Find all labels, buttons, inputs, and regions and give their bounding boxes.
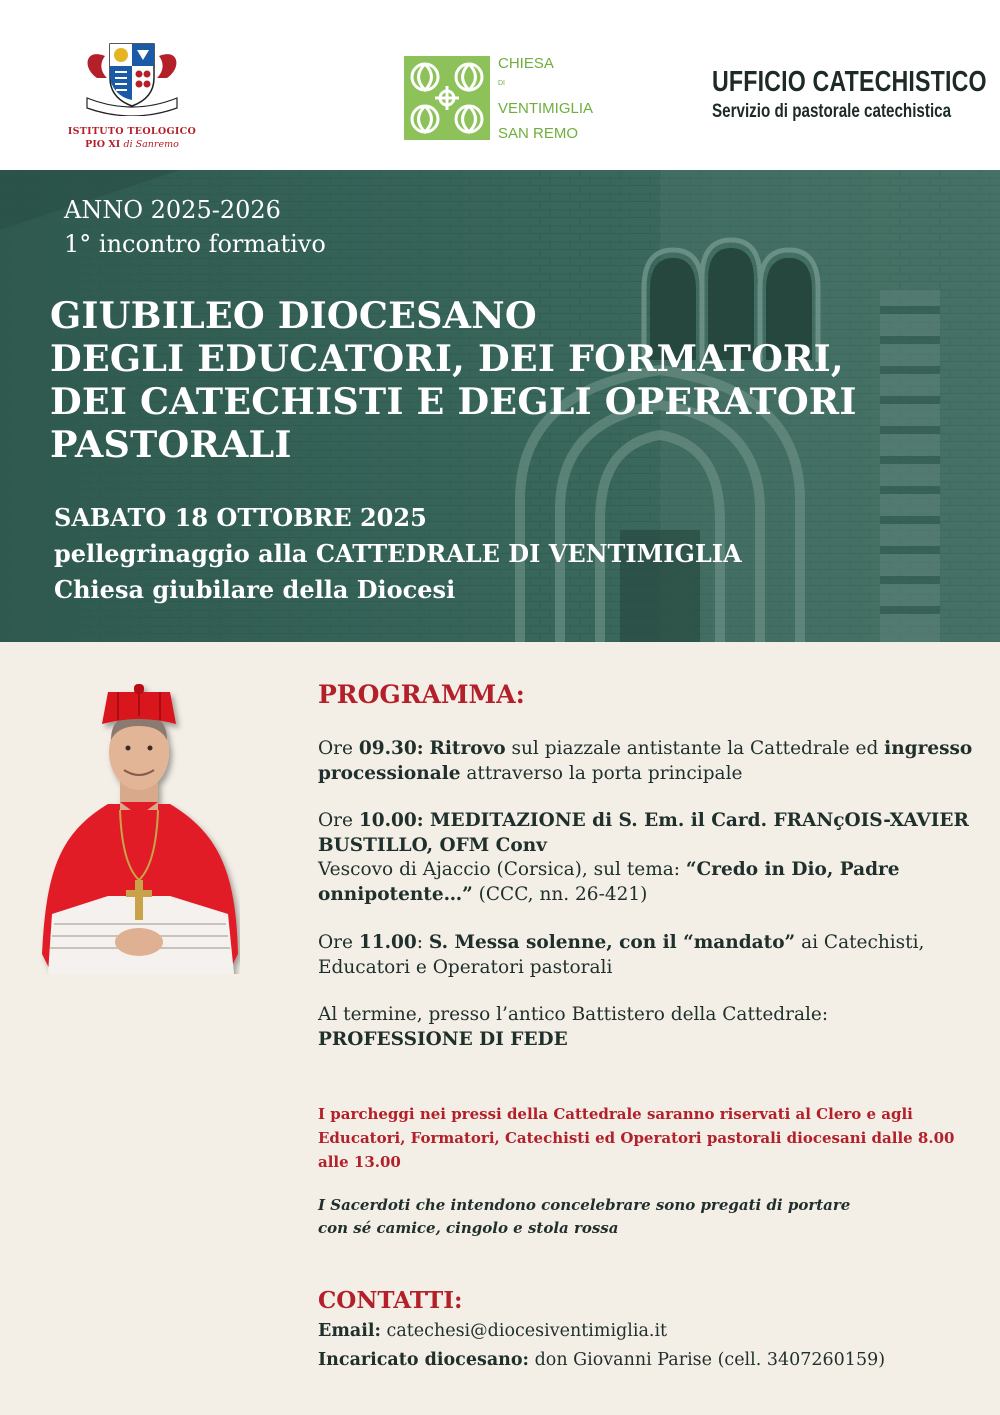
item-bold: “Credo in Dio, Padre onnipotente…” xyxy=(318,859,900,905)
programma-item-1100 xyxy=(318,931,983,980)
contatti-email xyxy=(318,1321,667,1341)
anno-label: ANNO 2025-2026 xyxy=(64,196,281,224)
item-prefix: Ore xyxy=(318,810,359,831)
event-pellegrinaggio: pellegrinaggio alla CATTEDRALE DI VENTIMIGLIA xyxy=(54,539,742,568)
item-text: sul piazzale antistante la Cattedrale ed xyxy=(505,738,885,759)
istituto-name: ISTITUTO TEOLOGICO xyxy=(67,126,197,137)
programma-item-professione xyxy=(318,1003,983,1052)
hero-text xyxy=(0,170,1000,642)
ufficio-title: UFFICIO CATECHISTICO xyxy=(712,66,987,98)
item-text: attraverso la porta principale xyxy=(460,762,743,784)
incontro-label: 1° incontro formativo xyxy=(64,230,326,258)
chiesa-ventimiglia-logo xyxy=(404,56,644,142)
parcheggi-notice: I parcheggi nei pressi della Cattedrale saranno riservati al Clero e agli Educatori, Formatori, Catechisti ed Operatori pastorali diocesani dalle 8.00 alle 13.00 xyxy=(318,1105,955,1171)
event-chiesa-giubilare: Chiesa giubilare della Diocesi xyxy=(54,575,456,604)
event-title xyxy=(50,294,857,466)
header xyxy=(0,0,1000,170)
sacerdoti-line: I Sacerdoti che intendono concelebrare sono pregati di portare xyxy=(318,1196,851,1214)
event-date: SABATO 18 OTTOBRE 2025 xyxy=(54,503,427,532)
chiesa-line-sanremo: SAN REMO xyxy=(498,125,579,142)
incaricato-label: Incaricato diocesano: xyxy=(318,1350,530,1370)
sacerdoti-notice xyxy=(318,1194,988,1239)
programma-item-1000 xyxy=(318,809,983,907)
incaricato-value: don Giovanni Parise (cell. 3407260159) xyxy=(529,1350,886,1370)
cardinal-photo xyxy=(38,684,240,974)
istituto-pio: PIO XI xyxy=(85,139,121,150)
chiesa-line-di: DI xyxy=(498,80,505,87)
ufficio-subtitle: Servizio di pastorale catechistica xyxy=(712,101,952,122)
chiesa-line-ventimiglia: VENTIMIGLIA xyxy=(498,100,594,117)
istituto-subname xyxy=(62,139,202,150)
istituto-teologico-logo xyxy=(62,38,202,158)
contatti-title: CONTATTI: xyxy=(318,1287,463,1314)
item-bold: 10.00: MEDITAZIONE di S. Em. il Card. FRANçOIS-XAVIER BUSTILLO, OFM Conv xyxy=(318,810,969,856)
email-link[interactable]: catechesi@diocesiventimiglia.it xyxy=(380,1321,668,1341)
item-text: Al termine, presso l’antico Battistero della Cattedrale: xyxy=(318,1004,829,1025)
item-prefix: Ore xyxy=(318,738,359,759)
ufficio-catechistico-logo xyxy=(712,66,987,123)
chiesa-line-chiesa: CHIESA xyxy=(498,55,554,72)
event-title-line: DEGLI EDUCATORI, DEI FORMATORI, xyxy=(50,337,844,381)
item-bold: ingresso processionale xyxy=(318,738,973,784)
event-details xyxy=(54,500,742,608)
event-title-line: DEI CATECHISTI E DEGLI OPERATORI xyxy=(50,380,857,424)
item-text: : xyxy=(416,932,429,953)
contatti-incaricato xyxy=(318,1350,885,1370)
istituto-sanremo: di Sanremo xyxy=(123,139,179,150)
item-prefix: Ore xyxy=(318,932,359,953)
hero-banner xyxy=(0,170,1000,642)
item-time: 11.00 xyxy=(358,932,417,953)
item-text: Vescovo di Ajaccio (Corsica), sul tema: xyxy=(318,859,686,881)
celtic-knot-icon xyxy=(404,56,490,140)
item-text: ai Catechisti, Educatori e Operatori pastorali xyxy=(318,932,925,978)
programma-item-0930 xyxy=(318,737,983,786)
item-time: 09.30: xyxy=(358,738,424,759)
event-title-line: PASTORALI xyxy=(50,423,292,467)
item-bold: PROFESSIONE DI FEDE xyxy=(318,1028,568,1050)
event-title-line: GIUBILEO DIOCESANO xyxy=(50,294,537,337)
email-label: Email: xyxy=(318,1321,381,1341)
item-bold: Ritrovo xyxy=(429,738,506,759)
item-bold: S. Messa solenne, con il “mandato” xyxy=(428,932,796,953)
programma-title: PROGRAMMA: xyxy=(318,680,525,709)
coat-of-arms-icon xyxy=(77,38,187,116)
sacerdoti-line: con sé camice, cingolo e stola rossa xyxy=(318,1218,619,1237)
item-text: (CCC, nn. 26-421) xyxy=(472,883,648,905)
